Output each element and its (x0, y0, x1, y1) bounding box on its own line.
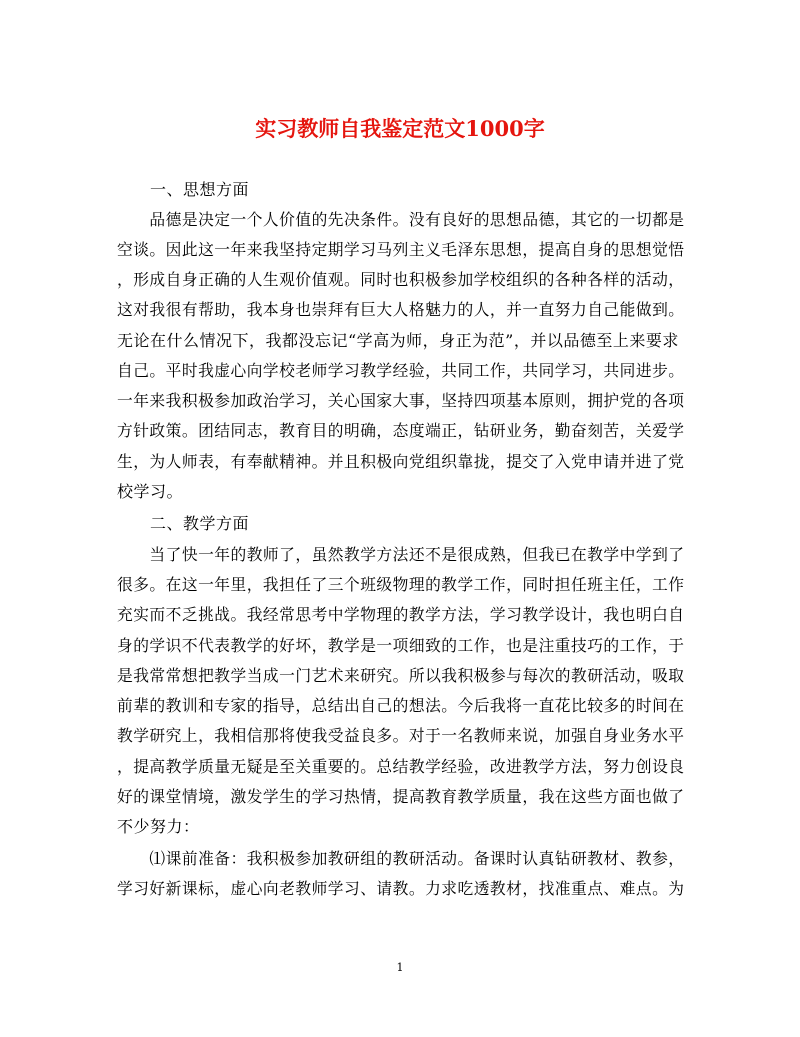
text-line: 教学研究上，我相信那将使我受益良多。对于一名教师来说，加强自身业务水平 (117, 726, 685, 745)
text-line: 身的学识不代表教学的好坏，教学是一项细致的工作，也是注重技巧的工作，于 (117, 636, 685, 655)
text-line: 自己。平时我虚心向学校老师学习教学经验，共同工作，共同学习，共同进步。 (117, 361, 685, 380)
text-line: 当了快一年的教师了，虽然教学方法还不是很成熟，但我已在教学中学到了 (117, 545, 685, 564)
document-title: 实习教师自我鉴定范文1000字 (255, 116, 545, 141)
text-line: 无论在什么情况下，我都没忘记“学高为师，身正为范”，并以品德至上来要求 (117, 331, 679, 350)
text-line: 前辈的教训和专家的指导，总结出自己的想法。今后我将一直花比较多的时间在 (117, 696, 685, 715)
text-line: 不少努力： (117, 817, 200, 836)
text-line: 品德是决定一个人价值的先决条件。没有良好的思想品德，其它的一切都是 (117, 210, 685, 229)
text-line: 是我常常想把教学当成一门艺术来研究。所以我积极参与每次的教研活动，吸取 (117, 666, 685, 685)
page-number: 1 (396, 961, 404, 974)
text-line: ，形成自身正确的人生观价值观。同时也积极参加学校组织的各种各样的活动， (117, 270, 685, 289)
text-line: 学习好新课标，虚心向老教师学习、请教。力求吃透教材，找准重点、难点。为 (117, 879, 685, 898)
text-line: 一年来我积极参加政治学习，关心国家大事，坚持四项基本原则，拥护党的各项 (117, 391, 685, 410)
text-line: 生，为人师表，有奉献精神。并且积极向党组织靠拢，提交了入党申请并进了党 (117, 452, 685, 471)
text-line: 方针政策。团结同志，教育目的明确，态度端正，钻研业务，勤奋刻苦，关爱学 (117, 421, 685, 440)
text-line: 一、思想方面 (117, 180, 250, 199)
text-line: 充实而不乏挑战。我经常思考中学物理的教学方法，学习教学设计，我也明白自 (117, 605, 685, 624)
text-line: 好的课堂情境，激发学生的学习热情，提高教育教学质量，我在这些方面也做了 (117, 787, 685, 806)
text-line: 校学习。 (117, 482, 184, 501)
text-line: 空谈。因此这一年来我坚持定期学习马列主义毛泽东思想，提高自身的思想觉悟 (117, 240, 685, 259)
text-line: ，提高教学质量无疑是至关重要的。总结教学经验，改进教学方法，努力创设良 (117, 757, 685, 776)
text-line: 很多。在这一年里，我担任了三个班级物理的教学工作，同时担任班主任，工作 (117, 575, 685, 594)
text-line: ⑴课前准备：我积极参加教研组的教研活动。备课时认真钻研教材、教参， (117, 849, 685, 868)
section-heading: 二、教学方面 (117, 514, 250, 533)
text-line: 这对我很有帮助，我本身也崇拜有巨大人格魅力的人，并一直努力自己能做到。 (117, 300, 685, 319)
